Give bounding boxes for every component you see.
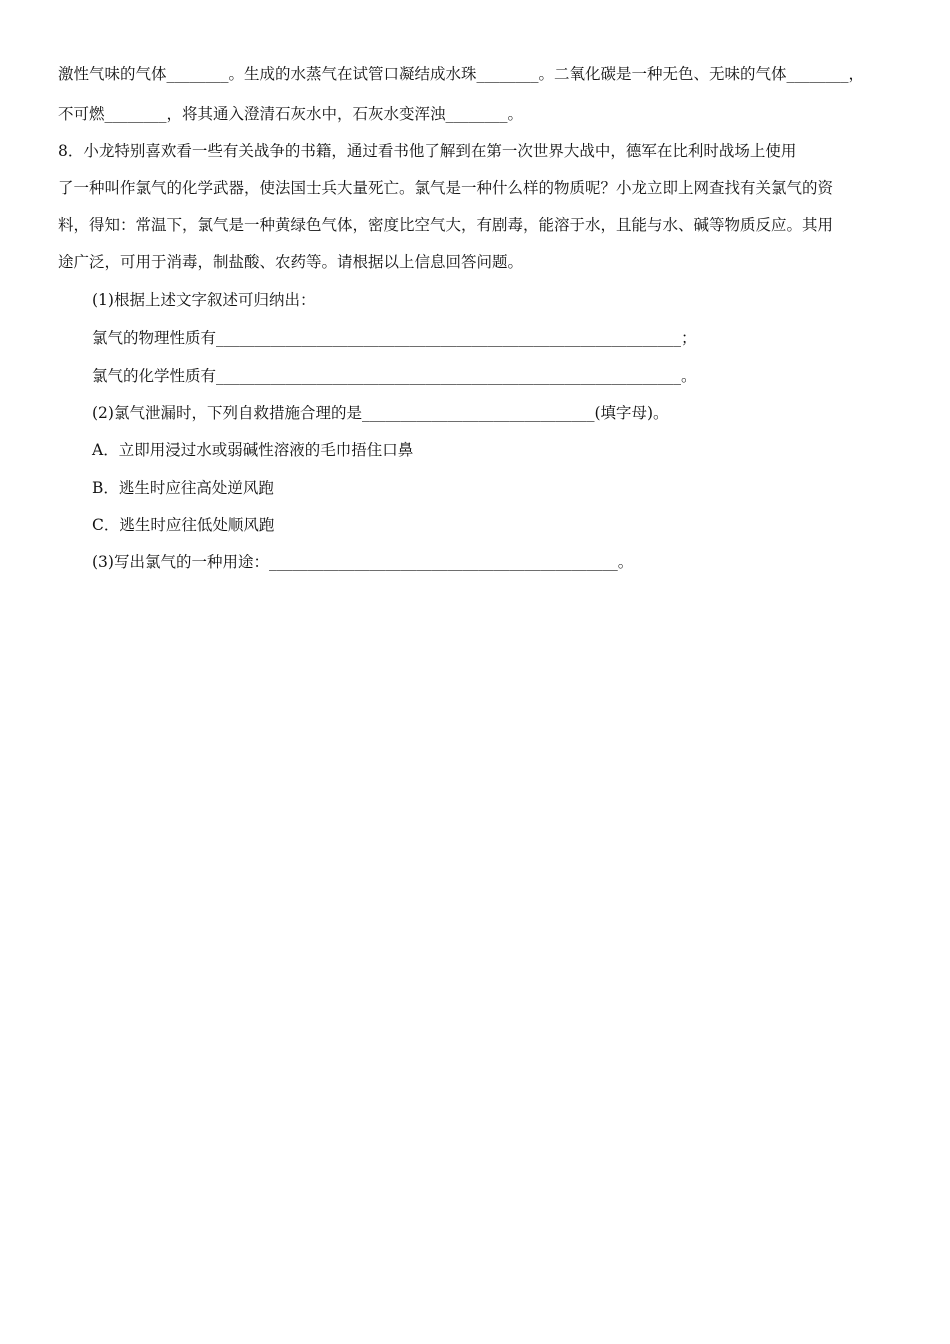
line-7-text: (1)根据上述文字叙述可归纳出： (92, 291, 316, 309)
chemical-properties-blank (92, 366, 697, 386)
line-6-text: 途广泛，可用于消毒，制盐酸、农药等。请根据以上信息回答问题。 (58, 253, 524, 271)
physical-properties-blank (92, 328, 697, 348)
line-9-text: 氯气的化学性质有____________________________________________________________。 (92, 367, 697, 385)
line-4-text: 了一种叫作氯气的化学武器，使法国士兵大量死亡。氯气是一种什么样的物质呢？小龙立即上网查找有关氯气的资 (58, 179, 834, 197)
text-line-2 (58, 104, 523, 124)
option-b (92, 478, 274, 498)
option-a (92, 440, 413, 460)
line-11-text: A．立即用浸过水或弱碱性溶液的毛巾捂住口鼻 (92, 441, 414, 459)
option-c (92, 515, 274, 535)
line-12-text: B．逃生时应往高处逆风跑 (92, 479, 274, 497)
subquestion-1-prompt (92, 290, 315, 310)
question-8-line-4 (58, 252, 523, 272)
question-8-line-3 (58, 215, 910, 235)
line-10-text: (2)氯气泄漏时，下列自救措施合理的是______________________________(填字母)。 (92, 404, 669, 422)
line-5-text: 料，得知：常温下，氯气是一种黄绿色气体，密度比空气大，有剧毒，能溶于水，且能与水、碱等物质反应。其用 (58, 216, 834, 234)
line-2-text: 不可燃________，将其通入澄清石灰水中，石灰水变浑浊________。 (58, 105, 524, 123)
text-line-1 (58, 64, 910, 84)
line-3-text: 8．小龙特别喜欢看一些有关战争的书籍，通过看书他了解到在第一次世界大战中，德军在比利时战场上使用 (58, 142, 797, 160)
line-1-text: 激性气味的气体________。生成的水蒸气在试管口凝结成水珠________。二氧化碳是一种无色、无味的气体________， (58, 65, 865, 83)
question-8-line-2 (58, 178, 910, 198)
line-14-text: (3)写出氯气的一种用途：_____________________________________________。 (92, 553, 634, 571)
line-8-text: 氯气的物理性质有____________________________________________________________； (92, 329, 697, 347)
subquestion-2-prompt (92, 403, 669, 423)
subquestion-3-prompt (92, 552, 633, 572)
question-8-line-1 (58, 141, 910, 161)
line-13-text: C．逃生时应往低处顺风跑 (92, 516, 275, 534)
